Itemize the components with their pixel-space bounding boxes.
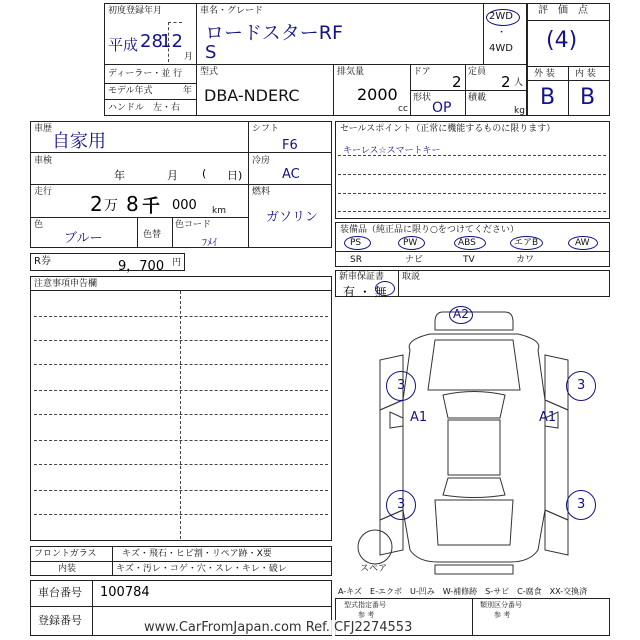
usage-value: 自家用 (52, 131, 106, 152)
car-damage-diagram (335, 300, 610, 582)
manual-label: 取説 (402, 272, 421, 282)
first-reg-label: 初度登録年月 (108, 6, 163, 16)
damage-mark-3-rr: 3 (577, 497, 586, 512)
fuel-label: 燃料 (252, 187, 271, 197)
warranty-label: 新車保証書 (339, 272, 385, 282)
handle-label: ハンドル 左・右 (108, 103, 181, 113)
damage-mark-3-rl: 3 (397, 497, 406, 512)
inspection-day: 日) (227, 169, 243, 182)
notes-label: 注意事項申告欄 (34, 279, 98, 289)
interior-grade: B (580, 85, 596, 110)
chassis-number: 100784 (100, 585, 150, 600)
damage-mark-a1-right: A1 (539, 410, 557, 425)
spare-label: スペア (360, 564, 388, 574)
drive-dot: ・ (497, 28, 507, 38)
inspection-year: 年 (114, 169, 125, 182)
class-label: 類別区分番号 (480, 601, 522, 609)
equip-aw: AW (575, 238, 590, 248)
damage-mark-3-fr: 3 (577, 378, 586, 393)
sales-points-label: セールスポイント（正常に機能するものに限ります） (340, 124, 556, 134)
doors: 2 (452, 73, 462, 91)
score-value: (4) (546, 28, 578, 53)
capacity: 2 (501, 73, 511, 91)
inspection-month: 月 (167, 169, 178, 182)
displacement-label: 排気量 (337, 67, 365, 77)
mileage-ten-thousands: 2 (90, 192, 103, 216)
fuel-value: ガソリン (266, 210, 319, 225)
interior-legend: キズ・汚レ・コゲ・穴・スレ・キレ・破レ (116, 564, 287, 574)
reg-era: 平成 (108, 36, 139, 54)
mileage-label: 走行 (34, 187, 53, 197)
capacity-label: 定員 (468, 67, 487, 77)
designation-label: 型式指定番号 (344, 601, 386, 609)
damage-mark-a2: A2 (453, 307, 469, 321)
interior-section-label: 内装 (58, 564, 77, 574)
door-label: ドア (413, 67, 431, 77)
recycle-label: R券 (34, 256, 51, 267)
equip-pw: PW (403, 238, 418, 248)
color-value: ブルー (64, 231, 103, 246)
damage-mark-3-fl: 3 (397, 378, 406, 393)
damage-code-legend: A-キズ E-エクボ U-凹み W-補修跡 S-サビ C-腐食 XX-交換済 (338, 587, 588, 596)
score-label: 評 価 点 (538, 5, 588, 16)
model-year-label: モデル年式 (108, 86, 153, 96)
equip-navi: ナビ (405, 255, 424, 265)
km-unit: km (212, 206, 226, 216)
grade: S (205, 42, 217, 63)
color-label: 色 (34, 220, 44, 230)
reg-month: 12 (160, 31, 183, 52)
damage-mark-a1-left: A1 (410, 410, 428, 425)
yen-unit: 円 (172, 258, 182, 268)
mileage-sen: 千 (142, 196, 160, 217)
equip-leather: カワ (516, 255, 535, 265)
equip-ps: PS (350, 238, 362, 248)
interior-label: 内 装 (575, 69, 596, 79)
exterior-grade: B (540, 85, 556, 110)
equip-abs: ABS (458, 238, 476, 248)
recycle-amount: 9，700 (118, 259, 165, 274)
chassis-label: 車台番号 (38, 586, 82, 599)
cc-unit: cc (398, 104, 408, 114)
displacement: 2000 (357, 85, 398, 104)
designation-ref: 参 考 (358, 611, 375, 619)
warranty-circle (375, 281, 395, 296)
ac-value: AC (282, 167, 300, 182)
reg-year: 28 (140, 31, 163, 52)
load-label: 積載 (468, 93, 487, 103)
color-change-label: 色替 (143, 230, 162, 240)
color-code: ﾌﾒｲ (202, 238, 217, 249)
model-code: DBA-NDERC (204, 86, 300, 105)
sales-points-frame (335, 121, 610, 219)
mileage-rest: 000 (172, 198, 197, 213)
month-unit: 月 (184, 52, 194, 62)
equip-sr: SR (350, 255, 362, 265)
inspection-label: 車検 (34, 156, 53, 166)
warranty-value: 有 ・ 無 (343, 285, 387, 299)
color-code-label: 色コード (175, 220, 212, 230)
mileage-man: 万 (104, 198, 118, 214)
type-label: 型式 (200, 67, 219, 77)
reg-number-label: 登録番号 (38, 614, 82, 627)
mileage-thousands: 8 (126, 192, 139, 216)
watermark: www.CarFromJapan.com Ref. CFJ2274553 (140, 620, 416, 635)
dealer-label: ディーラー・並 行 (108, 69, 183, 79)
ac-label: 冷房 (252, 156, 271, 166)
drive-2wd: 2WD (489, 11, 513, 22)
equipment-label: 装備品（純正品に限り○をつけてください） (340, 225, 519, 235)
equip-tv: TV (463, 255, 475, 265)
exterior-label: 外 装 (534, 69, 555, 79)
name-grade-label: 車名・グレード (200, 6, 264, 16)
shape-label: 形状 (413, 93, 432, 103)
car-name: ロードスターRF (205, 22, 343, 44)
shift-label: シフト (252, 124, 280, 134)
usage-label: 車歴 (34, 124, 53, 134)
model-year-unit: 年 (183, 86, 193, 96)
kg-unit: kg (514, 106, 525, 116)
shift-value: F6 (282, 138, 298, 153)
class-ref: 参 考 (494, 611, 511, 619)
equip-airbag: エアB (514, 238, 539, 248)
inspection-open: ( (202, 167, 207, 180)
capacity-unit: 人 (514, 78, 524, 88)
front-glass-legend: キズ・飛石・ヒビ割・リペア跡・X要 (122, 549, 272, 559)
front-glass-label: フロントガラス (34, 549, 97, 559)
drive-4wd: 4WD (489, 43, 513, 54)
shape: OP (432, 100, 452, 116)
sales-point-1: キーレス☆スマートキー (343, 146, 441, 156)
